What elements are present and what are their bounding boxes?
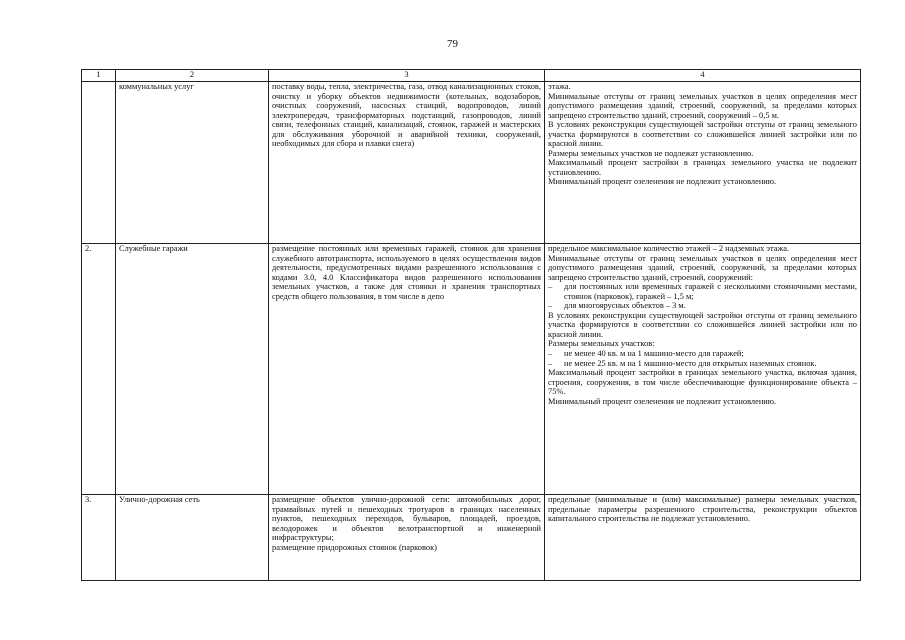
header-col-4: 4 bbox=[545, 70, 861, 82]
parameter-list-item: – не менее 25 кв. м на 1 машино-место для открытых наземных стоянок. bbox=[548, 358, 817, 368]
header-row bbox=[82, 70, 861, 82]
table-row bbox=[82, 244, 861, 495]
parameter-list-item: – для постоянных или временных гаражей с несколькими стояночными местами, стоянок (парковок), гаражей – 1,5 м; bbox=[548, 282, 857, 301]
table-body bbox=[82, 82, 861, 581]
row-number bbox=[82, 82, 116, 244]
dash-marker: – bbox=[548, 358, 553, 368]
parameter-paragraph: Минимальный процент озеленения не подлежит установлению. bbox=[548, 177, 777, 187]
parameter-paragraph: Минимальные отступы от границ земельных участков в целях определения мест допустимого размещения зданий, строений, сооружений, за пределами которых запрещено строительство зданий, строений, сооружений: bbox=[548, 253, 857, 282]
parameter-paragraph: Минимальные отступы от границ земельных участков в целях определения мест допустимого размещения зданий, строений, сооружений, за пределами которых запрещено строительство зданий, строений, сооружений – 0,5 м. bbox=[548, 91, 857, 120]
land-use-parameters bbox=[545, 82, 861, 244]
parameter-list-item: – не менее 40 кв. м на 1 машино-место для гаражей; bbox=[548, 349, 744, 359]
table-row bbox=[82, 82, 861, 244]
parameter-paragraph: предельные (минимальные и (или) максимальные) размеры земельных участков, предельные параметры разрешенного строительства, реконструкции объектов капитального строительства не подлежат установлению. bbox=[548, 495, 857, 524]
row-number: 3. bbox=[82, 495, 116, 581]
parameter-paragraph: этажа. bbox=[548, 82, 571, 91]
header-col-3: 3 bbox=[269, 70, 545, 82]
table-row bbox=[82, 495, 861, 581]
land-use-name: Служебные гаражи bbox=[116, 244, 269, 495]
land-use-parameters bbox=[545, 244, 861, 495]
land-use-description: размещение постоянных или временных гаражей, стоянок для хранения служебного автотранспорта, используемого в целях осуществления видов деятельности, предусмотренных видами разрешенного использования с кодами 3.0, 4.0 Классификатора видов разрешенного использования земельных участков, а также для стоянки и хранения транспортных средств общего пользования, в том числе в депо bbox=[269, 244, 545, 495]
land-use-name: Улично-дорожная сеть bbox=[116, 495, 269, 581]
parameter-paragraph: В условиях реконструкции существующей застройки отступы от границ земельного участка формируются в соответствии со сложившейся линией застройки или по красной линии. bbox=[548, 310, 857, 339]
dash-marker: – bbox=[548, 349, 553, 359]
land-use-description: размещение объектов улично-дорожной сети: автомобильных дорог, трамвайных путей и пешеходных тротуаров в границах населенных пунктов, пешеходных переходов, бульваров, площадей, проездов, велодорожек и объектов велотранспортной и инженерной инфраструктуры; размещение придорожных стоянок (парковок) bbox=[269, 495, 545, 581]
parameter-paragraph: В условиях реконструкции существующей застройки отступы от границ земельного участка формируются в соответствии со сложившейся линией застройки или по красной линии. bbox=[548, 120, 857, 149]
dash-marker: – bbox=[548, 282, 553, 292]
parameter-paragraph: предельное максимальное количество этажей – 2 надземных этажа. bbox=[548, 244, 790, 253]
parameter-list-item: – для многоярусных объектов – 3 м. bbox=[548, 301, 686, 311]
parameter-paragraph: Размеры земельных участков: bbox=[548, 339, 655, 349]
land-use-name: коммунальных услуг bbox=[116, 82, 269, 244]
row-number: 2. bbox=[82, 244, 116, 495]
land-use-parameters bbox=[545, 495, 861, 581]
parameter-paragraph: Максимальный процент застройки в границах земельного участка, включая здания, строения, сооружения, в том числе обеспечивающие функционирование объекта – 75%. bbox=[548, 368, 857, 397]
parameter-paragraph: Размеры земельных участков не подлежат установлению. bbox=[548, 148, 754, 158]
parameter-paragraph: Максимальный процент застройки в границах земельного участка не подлежит установлению. bbox=[548, 158, 857, 177]
header-col-2: 2 bbox=[116, 70, 269, 82]
land-use-description: поставку воды, тепла, электричества, газа, отвод канализационных стоков, очистку и уборку объектов недвижимости (котельных, водозаборов, очистных сооружений, насосных станций, водопроводов, линий электропередач, трансформаторных подстанций, газопроводов, линий связи, телефонных станций, канализаций, стоянок, гаражей и мастерских для обслуживания уборочной и аварийной техники, сооружений, необходимых для сбора и плавки снега) bbox=[269, 82, 545, 244]
parameter-paragraph: Минимальный процент озеленения не подлежит установлению. bbox=[548, 396, 777, 406]
page-number: 79 bbox=[447, 38, 458, 50]
dash-marker: – bbox=[548, 301, 553, 311]
header-col-1: 1 bbox=[82, 70, 116, 82]
regulations-table bbox=[81, 69, 861, 581]
